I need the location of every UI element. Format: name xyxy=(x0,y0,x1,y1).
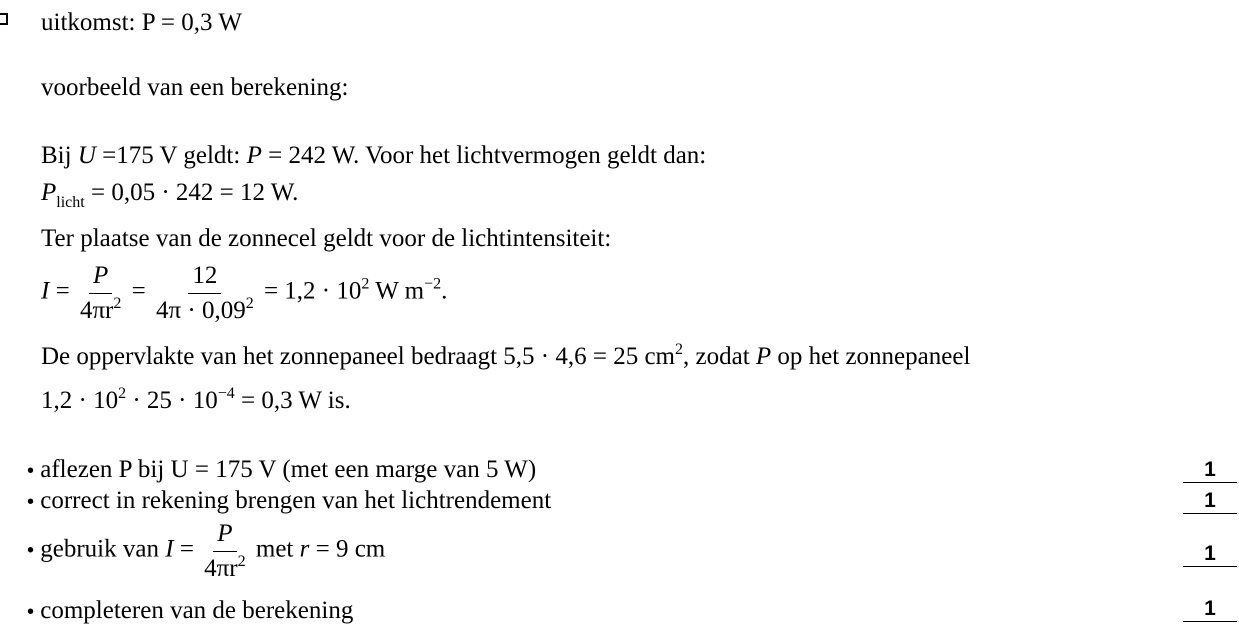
calc-text: Bij xyxy=(41,142,72,169)
exponent: −4 xyxy=(217,385,235,402)
criterion-4 xyxy=(27,598,353,623)
exponent: −2 xyxy=(424,275,442,293)
var-I: I xyxy=(41,277,50,305)
calc-text: = 0,05 · 242 = 12 W. xyxy=(90,179,299,206)
bullet: • xyxy=(27,491,35,513)
fraction-numerator: P xyxy=(217,520,233,547)
fraction-numerator: P xyxy=(93,262,109,289)
calc-line-5 xyxy=(41,341,971,370)
subscript-licht: licht xyxy=(56,194,85,211)
equals-sign: = xyxy=(131,277,146,305)
calc-line-2 xyxy=(41,179,299,211)
equation-result: = 1,2 · 10 xyxy=(263,277,362,305)
var-r: r xyxy=(299,535,310,563)
calc-line-6 xyxy=(41,385,351,414)
criterion-3-score: 1 xyxy=(1183,543,1237,567)
bullet: • xyxy=(27,539,35,562)
exponent: 2 xyxy=(361,275,370,293)
equals-sign: = xyxy=(179,535,194,563)
exponent: 2 xyxy=(113,294,122,312)
criterion-4-score: 1 xyxy=(1183,598,1237,622)
calc-text: =175 V geldt: xyxy=(102,142,241,169)
fraction-P-over-4pir2 xyxy=(200,520,249,582)
outcome-line xyxy=(41,10,242,35)
calc-text: op het zonnepaneel xyxy=(777,343,971,370)
calc-line-3: Ter plaatse van de zonnecel geldt voor de lichtintensiteit: xyxy=(41,225,612,252)
criterion-text: completeren van de berekening xyxy=(40,597,354,624)
calc-text: = 0,3 W is. xyxy=(241,387,351,414)
calc-text: , zodat xyxy=(683,343,750,370)
criterion-1-score: 1 xyxy=(1183,459,1237,483)
fraction-denominator: 4πr xyxy=(79,296,114,324)
fraction-denominator: 4πr xyxy=(204,554,238,582)
bullet: • xyxy=(27,460,35,482)
criterion-text: = 9 cm xyxy=(315,535,386,563)
criterion-text: gebruik van xyxy=(40,535,159,563)
unit: W m xyxy=(375,277,425,305)
exponent: 2 xyxy=(237,552,246,570)
equals-sign: = xyxy=(55,277,70,305)
calc-text: De oppervlakte van het zonnepaneel bedraagt 5,5 · 4,6 = 25 cm xyxy=(41,343,675,370)
fraction-12-over-denominator xyxy=(152,262,258,324)
fraction-numerator: 12 xyxy=(192,262,218,289)
var-P: P xyxy=(755,343,772,370)
exponent: 2 xyxy=(118,385,127,402)
exponent: 2 xyxy=(675,341,683,358)
criterion-text: met xyxy=(255,535,294,563)
criterion-3 xyxy=(27,520,385,582)
calc-text: · 25 · 10 xyxy=(132,387,218,414)
calc-text: 1,2 · 10 xyxy=(41,387,119,414)
criterion-text: correct in rekening brengen van het lichtrendement xyxy=(40,487,552,514)
criterion-text: aflezen P bij U = 175 V (met een marge van 5 W) xyxy=(40,456,537,483)
criterion-1 xyxy=(27,457,536,482)
criterion-2 xyxy=(27,488,551,513)
var-P: P xyxy=(246,142,262,169)
fraction-P-over-4pir2 xyxy=(76,262,125,324)
period: . xyxy=(441,277,448,305)
example-heading: voorbeeld van een berekening: xyxy=(41,74,349,101)
answer-checkbox[interactable] xyxy=(0,13,8,25)
var-I: I xyxy=(165,535,174,563)
var-P: P xyxy=(41,179,57,206)
intensity-equation xyxy=(41,262,447,324)
exponent: 2 xyxy=(245,294,254,312)
criterion-2-score: 1 xyxy=(1183,490,1237,514)
calc-text: = 242 W. Voor het lichtvermogen geldt dan: xyxy=(268,142,707,169)
fraction-denominator: 4π · 0,09 xyxy=(156,296,246,324)
var-U: U xyxy=(77,142,96,169)
bullet: • xyxy=(27,601,35,623)
outcome-text: uitkomst: P = 0,3 W xyxy=(41,9,242,36)
calc-line-1 xyxy=(41,143,706,168)
